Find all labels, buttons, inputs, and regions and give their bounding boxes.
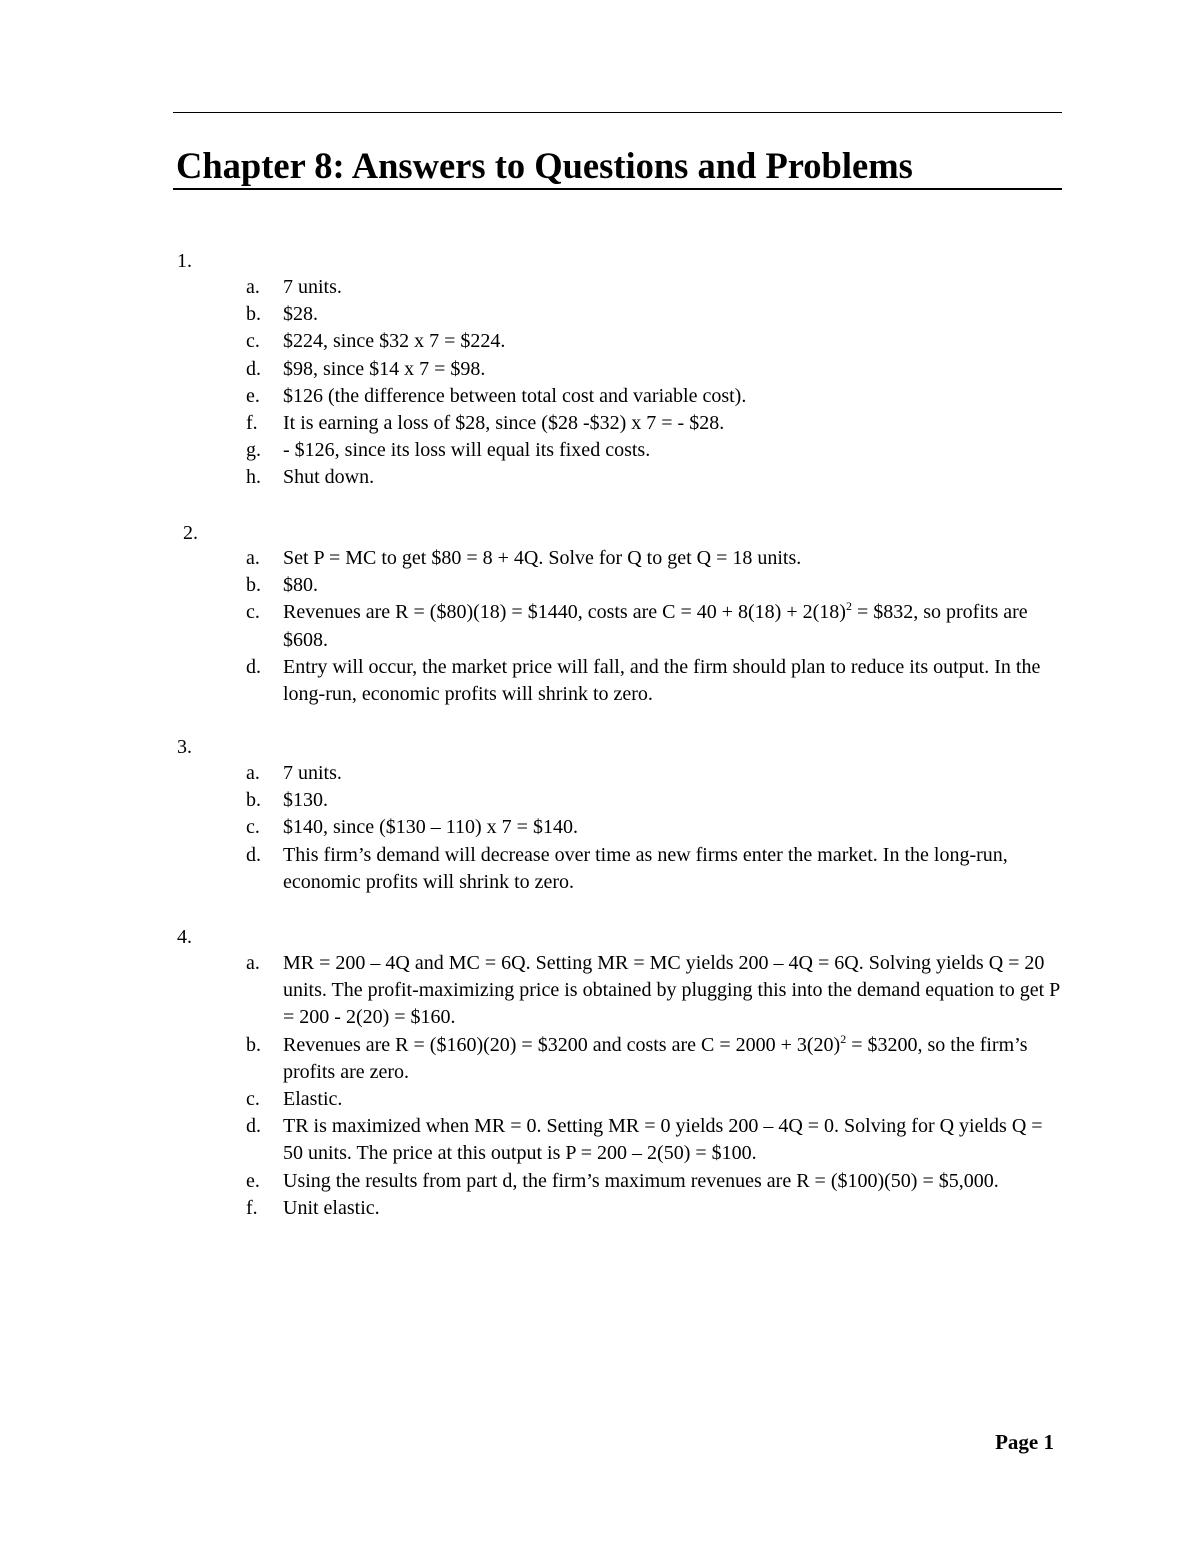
question-2-answers bbox=[0, 545, 1063, 708]
answer-text: $80. bbox=[283, 574, 318, 597]
answer-letter: d. bbox=[246, 655, 261, 678]
answer-letter: a. bbox=[246, 547, 260, 569]
exponent: 2 bbox=[840, 1031, 847, 1046]
answer-text: Shut down. bbox=[283, 466, 375, 489]
answer-text: 7 units. bbox=[283, 762, 342, 784]
answer-item bbox=[0, 356, 1063, 383]
answer-text bbox=[283, 599, 1063, 653]
answer-item bbox=[0, 437, 1063, 464]
answer-text: - $126, since its loss will equal its fixed costs. bbox=[283, 439, 651, 462]
answer-letter: c. bbox=[246, 330, 260, 353]
answer-text-part: Revenues are R = ($80)(18) = $1440, costs are C = 40 + 8(18) + 2(18) bbox=[283, 601, 846, 624]
question-number: 4. bbox=[177, 926, 192, 948]
answer-text: $140, since ($130 – 110) x 7 = $140. bbox=[283, 816, 578, 839]
answer-letter: a. bbox=[246, 762, 260, 784]
answer-letter: e. bbox=[246, 384, 260, 407]
answer-item bbox=[0, 760, 1063, 787]
answer-text: 7 units. bbox=[283, 276, 342, 298]
answer-text: Unit elastic. bbox=[283, 1196, 380, 1219]
answer-text: Set P = MC to get $80 = 8 + 4Q. Solve for Q to get Q = 18 units. bbox=[283, 547, 802, 569]
question-number: 2. bbox=[183, 522, 198, 544]
answer-letter: b. bbox=[246, 574, 261, 597]
answer-text: Entry will occur, the market price will fall, and the firm should plan to reduce its output. In the long-run, economic profits will shrink to zero. bbox=[283, 655, 1041, 706]
question-number: 1. bbox=[177, 250, 192, 272]
answer-text: MR = 200 – 4Q and MC = 6Q. Setting MR = MC yields 200 – 4Q = 6Q. Solving yields Q = 20 units. The profit-maximizing price is obtained by plugging this into the demand equation to get P = 200 - 2(20) = $160. bbox=[283, 952, 1060, 1029]
answer-letter: b. bbox=[246, 1033, 261, 1056]
answer-letter: h. bbox=[246, 466, 261, 489]
answer-item bbox=[0, 1032, 1063, 1086]
question-4-answers bbox=[0, 950, 1063, 1222]
answer-item bbox=[0, 274, 1063, 301]
answer-letter: b. bbox=[246, 303, 261, 326]
answer-item bbox=[0, 383, 1063, 410]
exponent: 2 bbox=[845, 599, 852, 614]
answer-letter: f. bbox=[246, 1196, 258, 1219]
question-1-answers bbox=[0, 274, 1063, 492]
answer-letter: c. bbox=[246, 816, 260, 839]
answer-item bbox=[0, 787, 1063, 814]
answer-item bbox=[0, 328, 1063, 355]
answer-item bbox=[0, 301, 1063, 328]
answer-item bbox=[0, 1086, 1063, 1113]
answer-letter: c. bbox=[246, 1088, 260, 1111]
answer-letter: a. bbox=[246, 952, 260, 974]
answer-item bbox=[0, 950, 1063, 1032]
answer-text: It is earning a loss of $28, since ($28 -$32) x 7 = - $28. bbox=[283, 412, 725, 435]
answer-text: TR is maximized when MR = 0. Setting MR = 0 yields 200 – 4Q = 0. Solving for Q yields Q = 50 units. The price at this output is P = 200 – 2(50) = $100. bbox=[283, 1115, 1043, 1165]
answer-letter: f. bbox=[246, 412, 258, 435]
page-title: Chapter 8: Answers to Questions and Problems bbox=[176, 145, 913, 186]
answer-letter: d. bbox=[246, 1115, 261, 1138]
title-underline bbox=[173, 188, 1062, 190]
question-number: 3. bbox=[177, 736, 192, 758]
answer-item bbox=[0, 1195, 1063, 1222]
answer-text: $224, since $32 x 7 = $224. bbox=[283, 330, 506, 353]
answer-item bbox=[0, 599, 1063, 653]
answer-letter: d. bbox=[246, 357, 261, 380]
answer-text-part: = $3200, so the firm’s profits are zero. bbox=[283, 1033, 1028, 1083]
answer-text: $98, since $14 x 7 = $98. bbox=[283, 357, 486, 380]
answer-item bbox=[0, 410, 1063, 437]
answer-letter: a. bbox=[246, 276, 260, 298]
answer-text-part: = $832, so profits are $608. bbox=[283, 601, 1028, 651]
answer-item bbox=[0, 464, 1063, 491]
answer-item bbox=[0, 572, 1063, 599]
answer-text: This firm’s demand will decrease over time as new firms enter the market. In the long-run, economic profits will shrink to zero. bbox=[283, 843, 1008, 893]
answer-item bbox=[0, 545, 1063, 572]
question-3-answers bbox=[0, 760, 1063, 896]
answer-text: Elastic. bbox=[283, 1088, 343, 1111]
answer-item bbox=[0, 1113, 1063, 1167]
answer-text: $130. bbox=[283, 789, 328, 812]
page-number: Page 1 bbox=[995, 1430, 1054, 1454]
top-rule bbox=[173, 112, 1062, 113]
answer-text: $28. bbox=[283, 303, 318, 326]
answer-letter: b. bbox=[246, 789, 261, 812]
answer-item bbox=[0, 842, 1063, 896]
answer-letter: g. bbox=[246, 439, 261, 462]
answer-item bbox=[0, 814, 1063, 841]
answer-text: $126 (the difference between total cost and variable cost). bbox=[283, 384, 747, 407]
answer-item bbox=[0, 654, 1063, 708]
answer-letter: c. bbox=[246, 601, 260, 624]
answer-text bbox=[283, 1032, 1063, 1086]
answer-text-part: Revenues are R = ($160)(20) = $3200 and costs are C = 2000 + 3(20) bbox=[283, 1033, 841, 1056]
answer-letter: d. bbox=[246, 843, 261, 866]
answer-item bbox=[0, 1168, 1063, 1195]
answer-text: Using the results from part d, the firm’s maximum revenues are R = ($100)(50) = $5,000. bbox=[283, 1169, 999, 1192]
answer-letter: e. bbox=[246, 1169, 260, 1192]
